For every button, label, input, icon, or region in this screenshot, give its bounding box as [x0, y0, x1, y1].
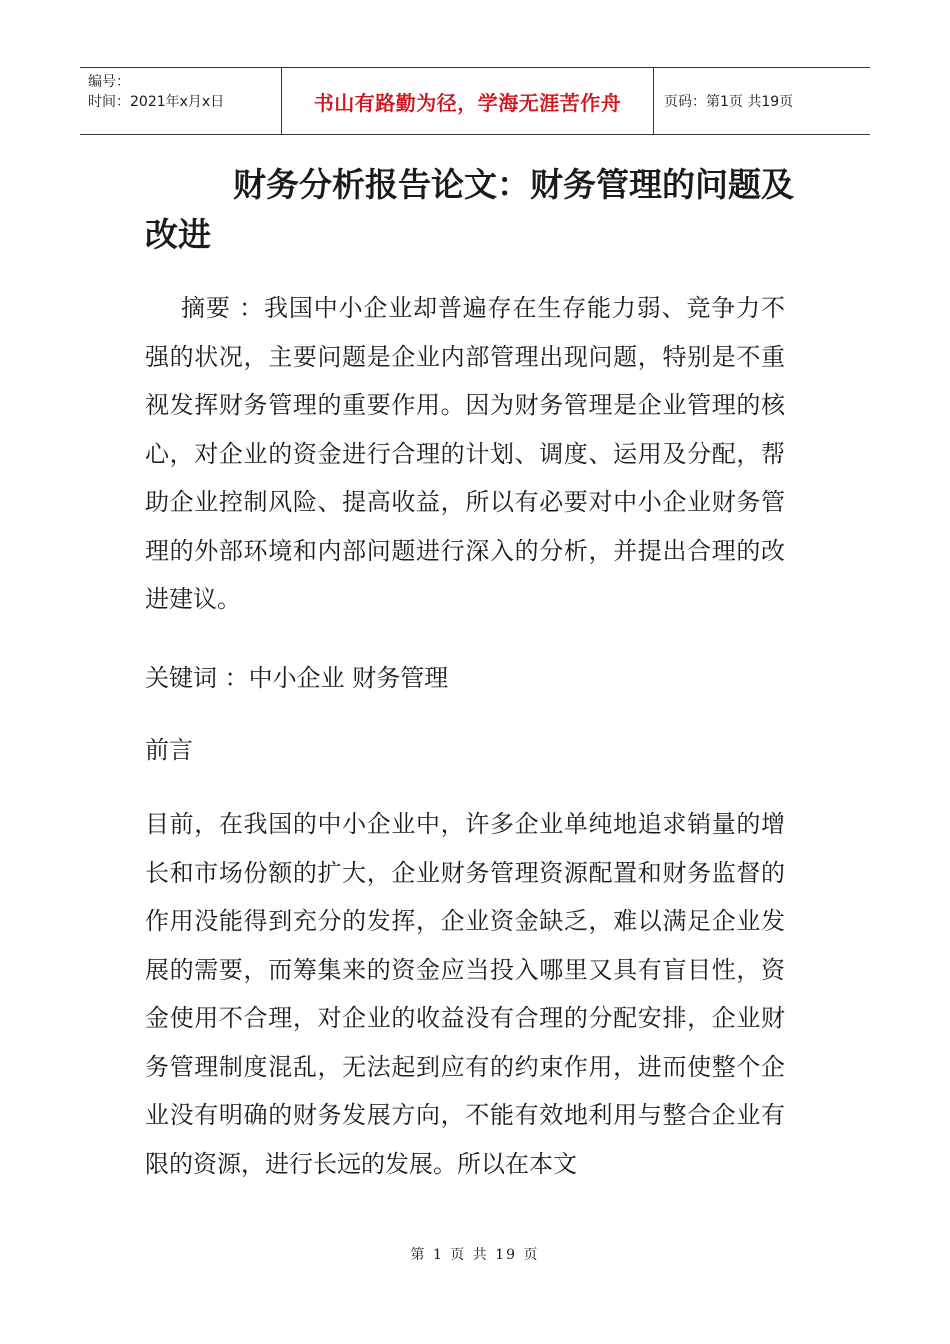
serial-number-label: 编号：	[88, 74, 130, 90]
page-footer: 第 1 页 共 19 页	[410, 1247, 540, 1263]
keywords-line: 关键词 ：中小企业 财务管理	[145, 664, 449, 692]
document-title: 财务分析报告论文：财务管理的问题及改进	[145, 165, 794, 254]
page-header	[80, 67, 870, 135]
preface-heading: 前言	[145, 736, 193, 764]
header-meta-cell	[80, 68, 282, 134]
header-motto: 书山有路勤为径，学海无涯苦作舟	[282, 68, 654, 134]
body-paragraph: 目前，在我国的中小企业中，许多企业单纯地追求销量的增长和市场份额的扩大，企业财务管理资源配置和财务监督的作用没能得到充分的发挥，企业资金缺乏，难以满足企业发展的需要，而筹集来的资金应当投入哪里又具有盲目性，资金使用不合理，对企业的收益没有合理的分配安排，企业财务管理制度混乱，无法起到应有的约束作用，进而使整个企业没有明确的财务发展方向，不能有效地利用与整合企业有限的资源，进行长远的发展。所以在本文	[145, 810, 785, 1178]
date-label: 时间：2021年x月x日	[88, 94, 225, 110]
abstract-paragraph: 摘要 ：我国中小企业却普遍存在生存能力弱、竞争力不强的状况，主要问题是企业内部管理出现问题，特别是不重视发挥财务管理的重要作用。因为财务管理是企业管理的核心，对企业的资金进行合理的计划、调度、运用及分配，帮助企业控制风险、提高收益，所以有必要对中小企业财务管理的外部环境和内部问题进行深入的分析，并提出合理的改进建议。	[145, 294, 785, 613]
header-page-info: 页码：第1页 共19页	[664, 94, 794, 110]
